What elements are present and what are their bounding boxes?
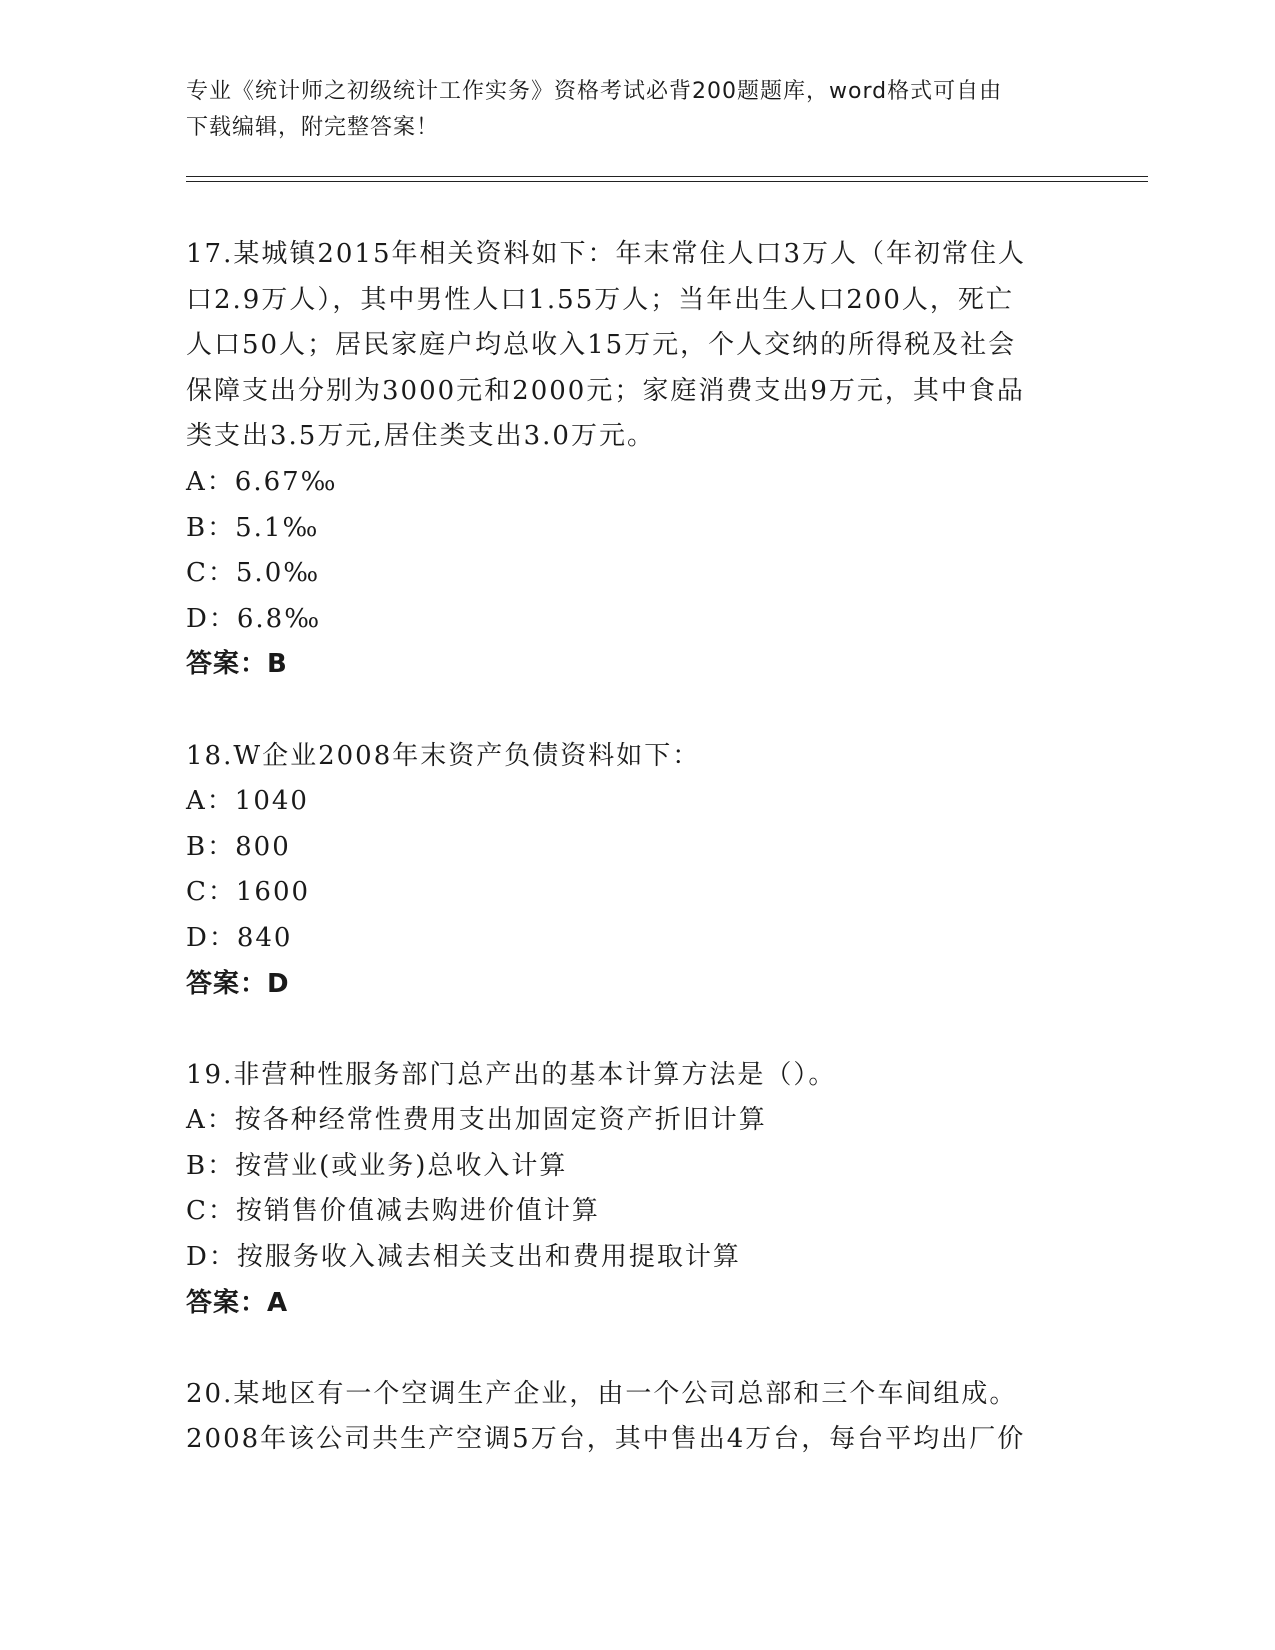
option-c: C：5.0‰ xyxy=(186,558,321,589)
question-spacer xyxy=(186,688,1086,734)
answer: 答案：D xyxy=(186,968,290,999)
question-spacer xyxy=(186,1007,1086,1053)
header-line-1: 专业《统计师之初级统计工作实务》资格考试必背200题题库，word格式可自由 xyxy=(186,79,1003,104)
question-stem-line: 20.某地区有一个空调生产企业，由一个公司总部和三个车间组成。 xyxy=(186,1378,1018,1409)
option-b: B：5.1‰ xyxy=(186,512,320,543)
question-stem-line: 17.某城镇2015年相关资料如下：年末常住人口3万人（年初常住人 xyxy=(186,239,1027,269)
question-17 xyxy=(186,232,1086,688)
question-stem-line: 2008年该公司共生产空调5万台，其中售出4万台，每台平均出厂价 xyxy=(186,1424,1026,1455)
option-d: D：840 xyxy=(186,922,293,953)
document-header xyxy=(186,74,1086,146)
option-b: B：800 xyxy=(186,831,291,862)
question-stem-line: 口2.9万人），其中男性人口1.55万人；当年出生人口200人，死亡 xyxy=(186,284,1014,315)
option-a: A：6.67‰ xyxy=(186,466,338,497)
answer: 答案：B xyxy=(186,649,288,680)
question-stem-line: 18.W企业2008年末资产负债资料如下： xyxy=(186,740,701,771)
question-stem-line: 19.非营种性服务部门总产出的基本计算方法是（）。 xyxy=(186,1059,837,1090)
question-stem-line: 人口50人；居民家庭户均总收入15万元，个人交纳的所得税及社会 xyxy=(186,330,1017,361)
header-line-2: 下载编辑，附完整答案！ xyxy=(186,115,440,140)
option-c: C：按销售价值减去购进价值计算 xyxy=(186,1196,600,1227)
option-a: A：1040 xyxy=(186,786,309,817)
option-a: A：按各种经常性费用支出加固定资产折旧计算 xyxy=(186,1105,767,1136)
header-divider-top xyxy=(186,176,1148,177)
question-spacer xyxy=(186,1326,1086,1372)
answer: 答案：A xyxy=(186,1287,289,1318)
question-20 xyxy=(186,1372,1086,1463)
option-d: D：按服务收入减去相关支出和费用提取计算 xyxy=(186,1242,741,1273)
question-stem-line: 保障支出分别为3000元和2000元；家庭消费支出9万元，其中食品 xyxy=(186,375,1025,406)
question-list xyxy=(186,232,1086,1463)
option-c: C：1600 xyxy=(186,877,311,908)
question-18 xyxy=(186,734,1086,1008)
option-b: B：按营业(或业务)总收入计算 xyxy=(186,1150,568,1181)
question-stem-line: 类支出3.5万元,居住类支出3.0万元。 xyxy=(186,421,655,452)
option-d: D：6.8‰ xyxy=(186,603,322,634)
header-divider-bottom xyxy=(186,181,1148,182)
question-19 xyxy=(186,1053,1086,1327)
